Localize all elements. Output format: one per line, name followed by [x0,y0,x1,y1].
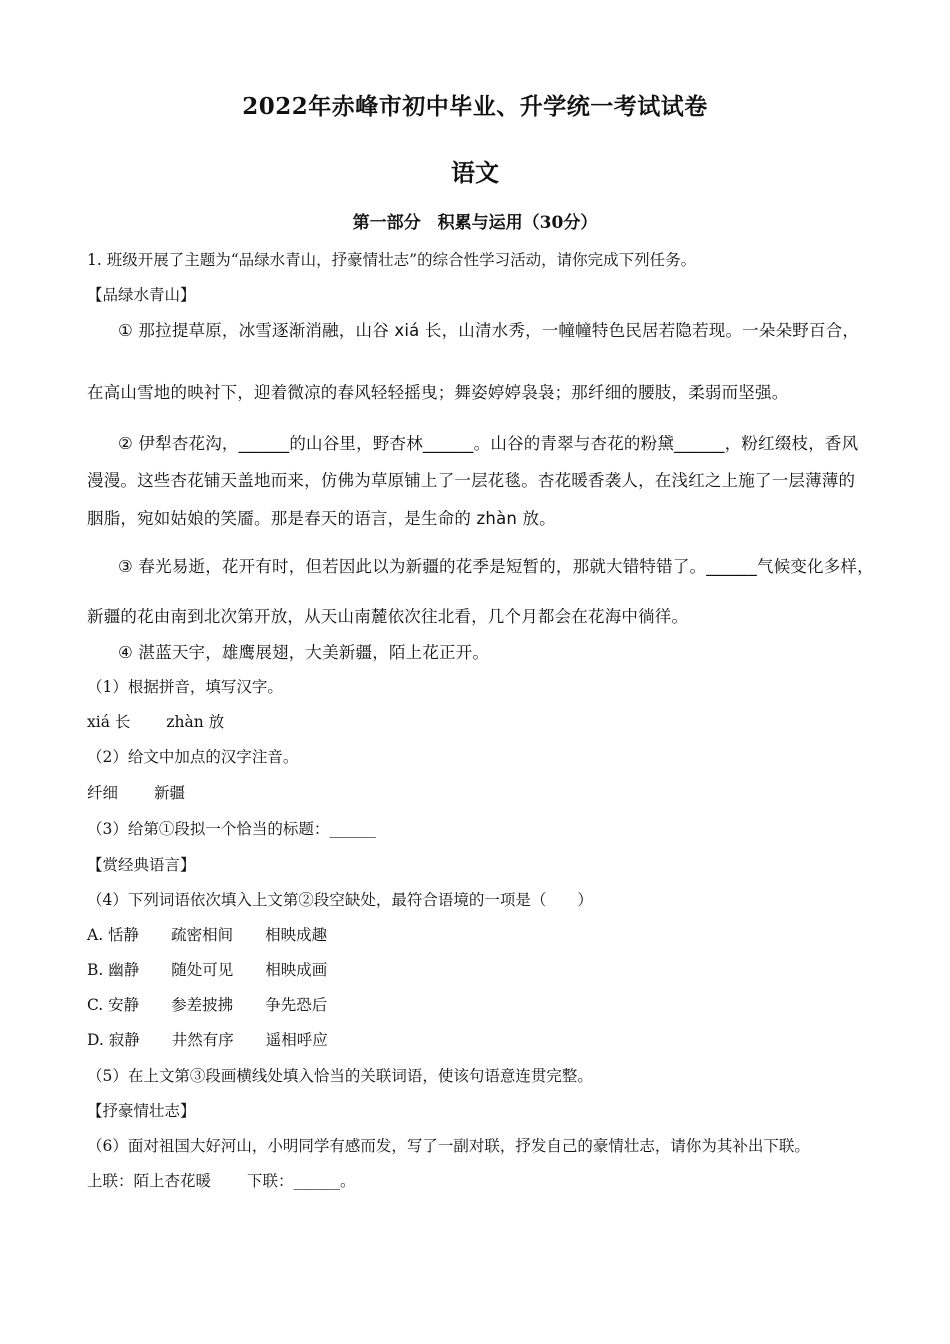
question-2: （2）给文中加点的汉字注音。 [87,748,299,766]
exam-title: 2022年赤峰市初中毕业、升学统一考试试卷 [242,93,708,120]
couplet-upper: 上联：陌上杏花暖 [87,1172,212,1190]
passage-para2-line1: ② 伊犁杏花沟，______的山谷里，野杏林______。山谷的青翠与杏花的粉黛______，粉红缀枝，香风 [118,434,859,453]
q2-item-b: 新疆 [154,784,186,802]
passage-para3-line2: 新疆的花由南到北次第开放，从天山南麓依次往北看，几个月都会在花海中徜徉。 [87,607,689,626]
question-4: （4）下列词语依次填入上文第②段空缺处，最符合语境的一项是（ ） [87,891,593,909]
couplet-lower: 下联：______。 [247,1172,356,1190]
option-a: A. 恬静 疏密相间 相映成趣 [87,926,328,944]
q1-item-a: xiá 长 [87,713,131,731]
section-heading-2: 【赏经典语言】 [87,856,196,874]
passage-para4: ④ 湛蓝天宇，雄鹰展翅，大美新疆，陌上花正开。 [118,643,490,662]
section-heading-3: 【抒豪情壮志】 [87,1102,196,1120]
question-5: （5）在上文第③段画横线处填入恰当的关联词语，使该句语意连贯完整。 [87,1067,593,1085]
section-heading-1: 【品绿水青山】 [87,286,196,304]
option-d: D. 寂静 井然有序 遥相呼应 [87,1031,328,1049]
question-2-items [87,781,185,803]
passage-para1-line1: ① 那拉提草原，冰雪逐渐消融，山谷 xiá 长，山清水秀，一幢幢特色民居若隐若现。一朵朵野百合， [118,321,860,340]
passage-para2-line2: 漫漫。这些杏花铺天盖地而来，仿佛为草原铺上了一层花毯。杏花暖香袭人，在浅红之上施了一层薄薄的 [87,471,856,490]
passage-para2-line3: 胭脂，宛如姑娘的笑靥。那是春天的语言，是生命的 zhàn 放。 [87,509,556,528]
passage-para1-line2: 在高山雪地的映衬下，迎着微凉的春风轻轻摇曳；舞姿婷婷袅袅；那纤细的腰肢，柔弱而坚强。 [87,383,789,402]
question-6: （6）面对祖国大好河山，小明同学有感而发，写了一副对联，抒发自己的豪情壮志，请你为其补出下联。 [87,1137,810,1155]
question-3: （3）给第①段拟一个恰当的标题：______ [87,820,376,838]
question-1-items [87,710,224,732]
question-intro: 1. 班级开展了主题为“品绿水青山，抒豪情壮志”的综合性学习活动，请你完成下列任务。 [87,251,697,269]
question-1: （1）根据拼音，填写汉字。 [87,678,283,696]
part-heading: 第一部分 积累与运用（30分） [352,213,598,233]
q2-item-a: 纤细 [87,784,119,802]
couplet-line [87,1169,356,1191]
option-c: C. 安静 参差披拂 争先恐后 [87,996,328,1014]
passage-para3-line1: ③ 春光易逝，花开有时，但若因此以为新疆的花季是短暂的，那就大错特错了。______气候变化多样， [118,557,874,576]
subject-title: 语文 [451,158,499,187]
option-b: B. 幽静 随处可见 相映成画 [87,961,328,979]
q1-item-b: zhàn 放 [166,713,225,731]
